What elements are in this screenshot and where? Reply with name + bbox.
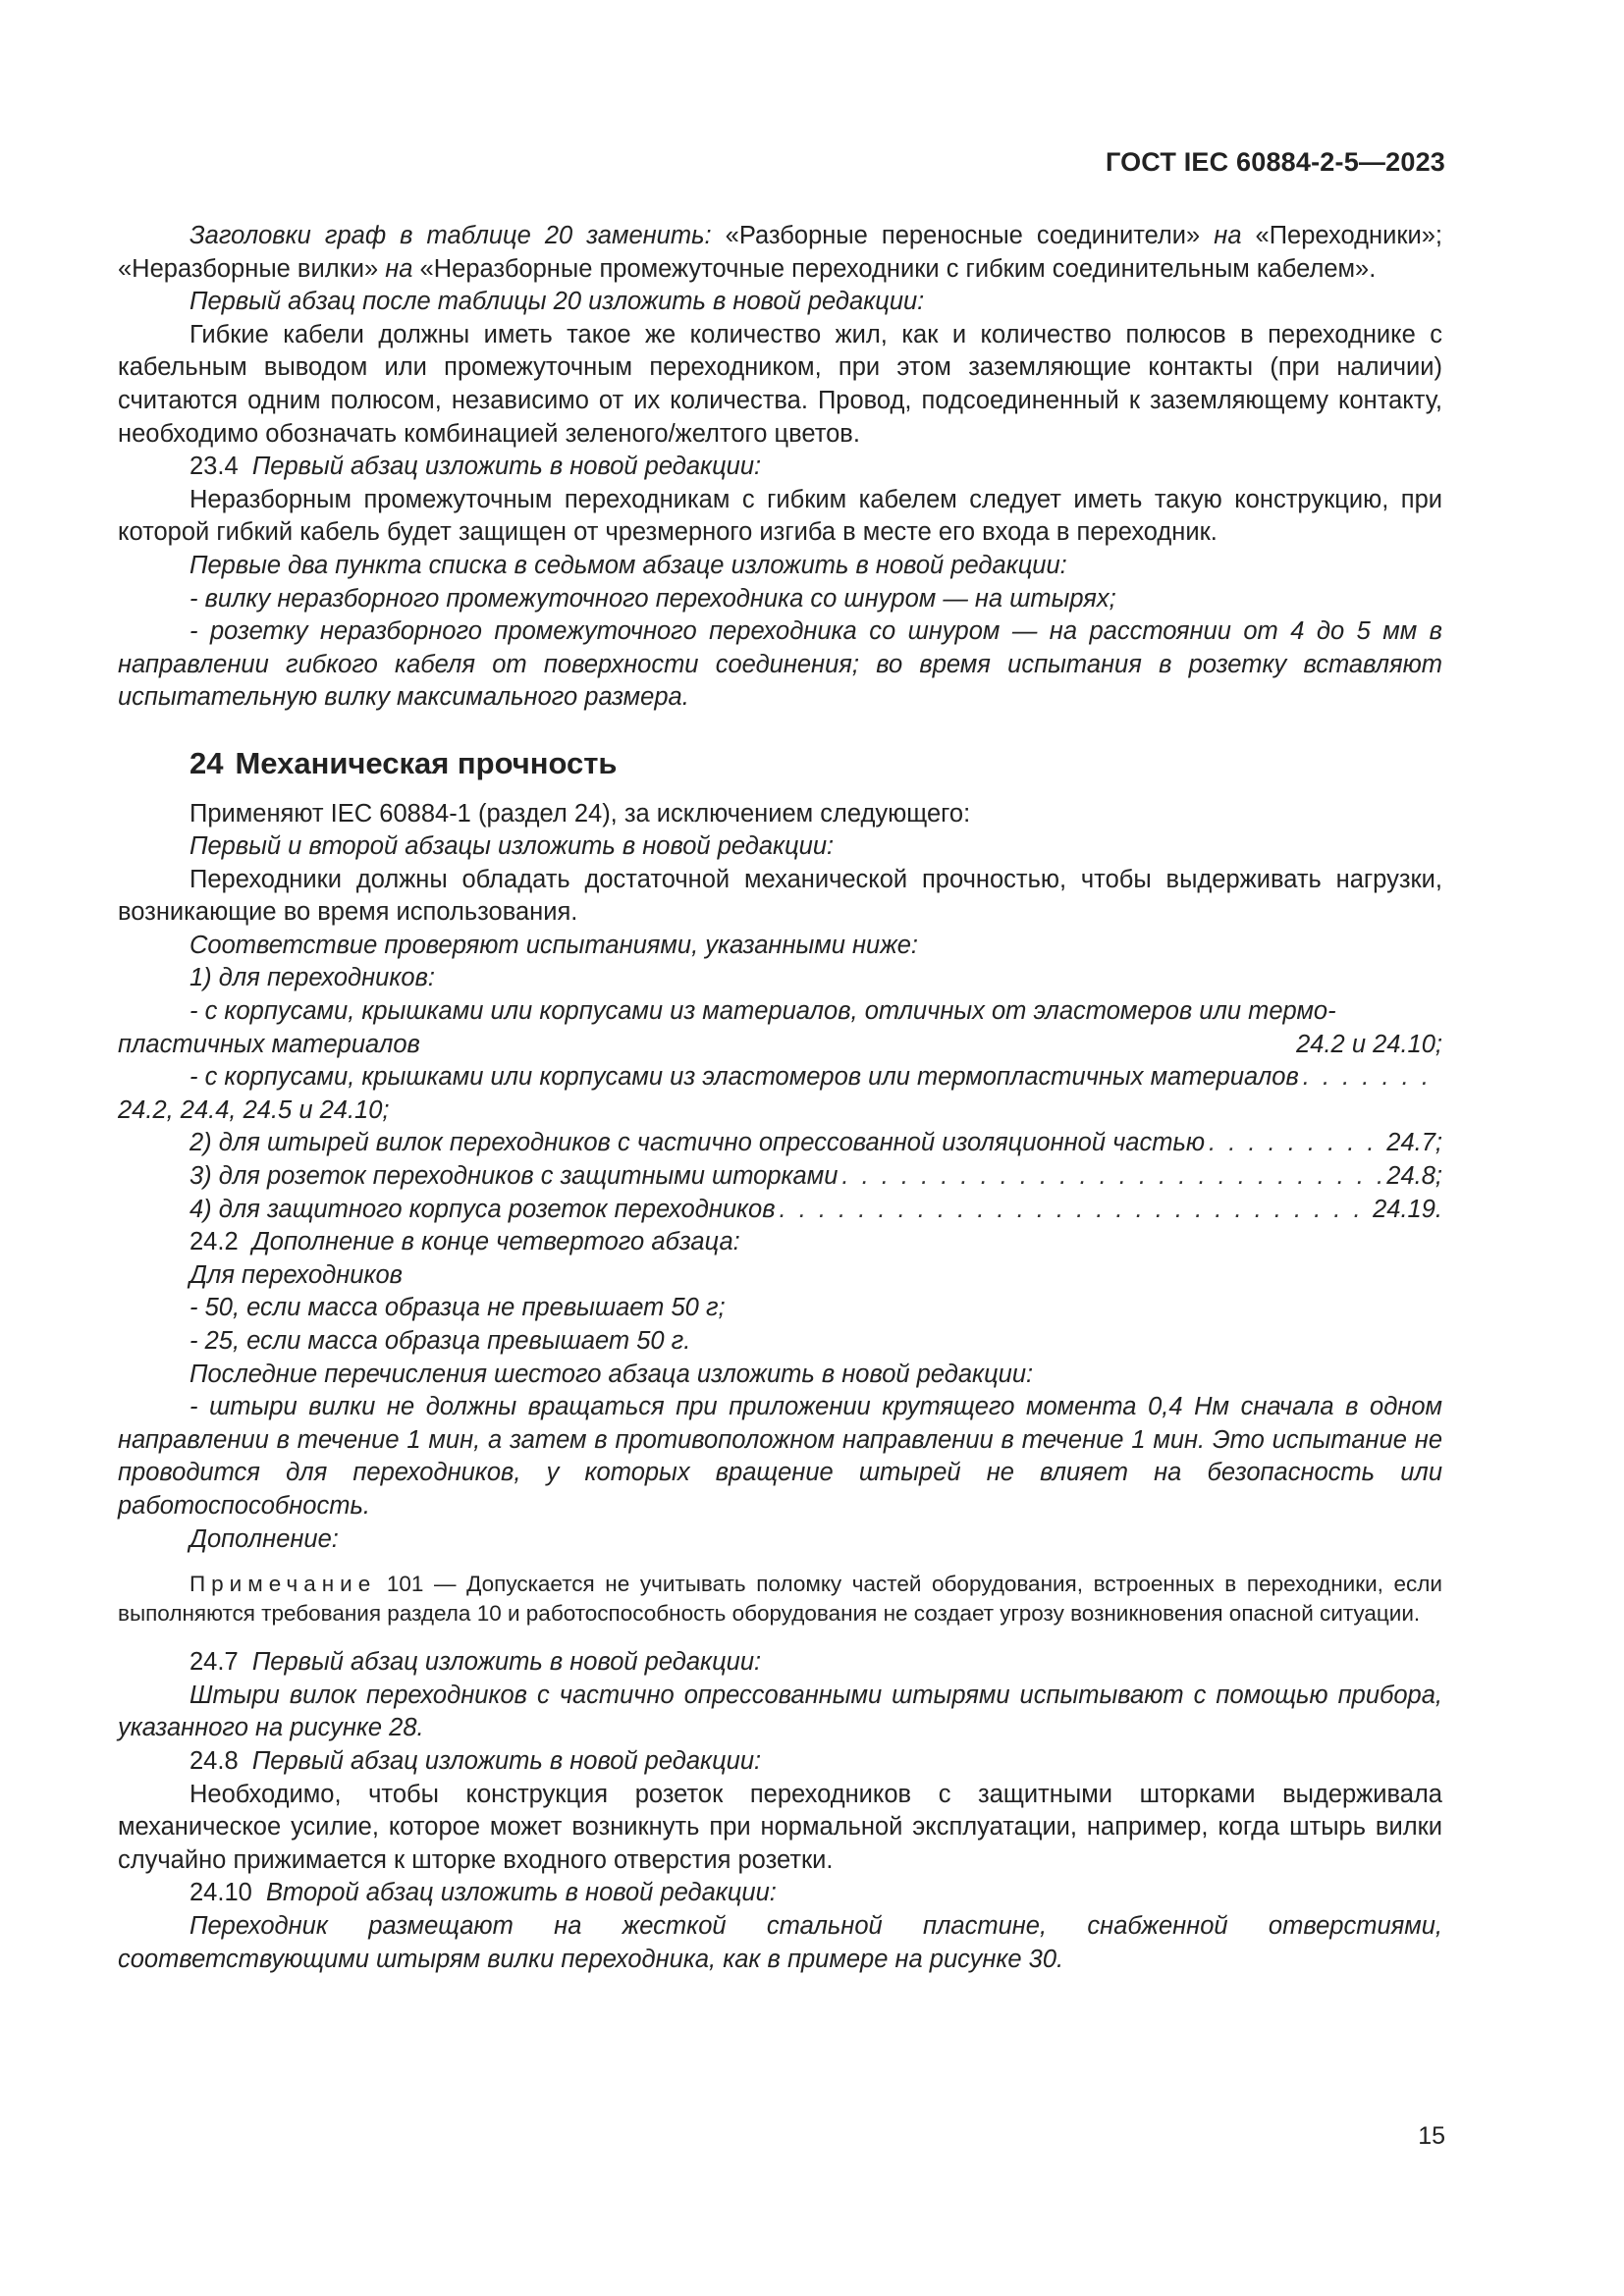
instruction-paragraph: Первый и второй абзацы изложить в новой редакции: bbox=[189, 832, 835, 861]
section-heading bbox=[118, 747, 1442, 780]
list-item: - 25, если масса образца превышает 50 г. bbox=[189, 1327, 691, 1355]
dot-leader bbox=[1303, 1061, 1438, 1095]
list-item: - штыри вилки не должны вращаться при приложении крутящего момента 0,4 Нм сначала в одном направлении в течение 1 мин, а затем в противоположном направлении в течение 1 мин. Это испытание не проводится для переходников, у которых вращение штырей не влияет на безопасность или работоспособность. bbox=[118, 1393, 1442, 1520]
body-paragraph: Применяют IEC 60884-1 (раздел 24), за исключением следующего: bbox=[189, 799, 971, 828]
clause-number: 24.10 bbox=[189, 1879, 252, 1907]
list-item-ref-number: 24.2, 24.4, 24.5 и 24.10; bbox=[118, 1095, 390, 1124]
clause-24-7 bbox=[118, 1646, 1442, 1680]
instruction-paragraph: Последние перечисления шестого абзаца изложить в новой редакции: bbox=[189, 1360, 1034, 1388]
list-item-ref bbox=[118, 1194, 1442, 1227]
clause-instruction: Первый абзац изложить в новой редакции: bbox=[251, 453, 762, 481]
dot-leader bbox=[1209, 1127, 1382, 1160]
list-item-ref-number: 24.19. bbox=[1373, 1195, 1442, 1223]
instruction-text: Заголовки граф в таблице 20 заменить: bbox=[189, 222, 712, 249]
list-item-ref bbox=[118, 1061, 1442, 1095]
list-item: - вилку неразборного промежуточного переходника со шнуром — на штырях; bbox=[189, 584, 1116, 613]
clause-number: 24.8 bbox=[189, 1746, 239, 1775]
list-item-ref bbox=[118, 1160, 1442, 1194]
quote-text: «Разборные переносные соединители» bbox=[711, 222, 1215, 249]
list-item-ref-number: 24.7; bbox=[1386, 1129, 1442, 1157]
clause-24-8 bbox=[118, 1745, 1442, 1779]
list-item-ref bbox=[118, 1029, 1442, 1062]
note-101 bbox=[118, 1570, 1442, 1629]
page-number: 15 bbox=[1418, 2122, 1445, 2150]
clause-instruction: Первый абзац изложить в новой редакции: bbox=[251, 1648, 762, 1677]
body-paragraph: Штыри вилок переходников с частично опрессованными штырями испытывают с помощью прибора, указанного на рисунке 28. bbox=[118, 1681, 1442, 1742]
standard-header: ГОСТ IEC 60884-2-5—2023 bbox=[1105, 147, 1445, 177]
page-content bbox=[118, 220, 1442, 1976]
note-label: Примечание bbox=[189, 1572, 377, 1597]
list-item-label: - с корпусами, крышками или корпусами из эластомеров или термопластичных материалов bbox=[189, 1063, 1299, 1092]
dot-leader bbox=[841, 1160, 1382, 1194]
quote-text: «Переходники»; «Неразборные вилки» bbox=[118, 222, 1442, 283]
body-paragraph: Необходимо, чтобы конструкция розеток переходников с защитными шторками выдерживала механическое усилие, которое может возникнуть при нормальной эксплуатации, например, когда штырь вилки случайно прижимается к шторке входного отверстия розетки. bbox=[118, 1780, 1442, 1874]
clause-number: 24.2 bbox=[189, 1228, 239, 1256]
body-paragraph-cables: Гибкие кабели должны иметь такое же количество жил, как и количество полюсов в переходнике с кабельным выводом или промежуточным переходником, при этом заземляющие контакты (при наличии) считаются одним полюсом, независимо от их количества. Провод, подсоединенный к заземляющему контакту, необходимо обозначать комбинацией зеленого/желтого цветов. bbox=[118, 320, 1442, 448]
note-text: 101 — Допускается не учитывать поломку частей оборудования, встроенных в переходники, если выполняются требования раздела 10 и работоспособность оборудования не создает угрозу возникновения опасной ситуации. bbox=[118, 1572, 1442, 1627]
clause-number: 24.7 bbox=[189, 1648, 239, 1677]
instruction-paragraph: Дополнение: bbox=[189, 1524, 339, 1553]
section-title: Механическая прочность bbox=[235, 745, 618, 780]
instruction-paragraph: Первые два пункта списка в седьмом абзаце изложить в новой редакции: bbox=[189, 551, 1067, 579]
list-item: - 50, если масса образца не превышает 50 г; bbox=[189, 1294, 726, 1322]
body-paragraph: Переходник размещают на жесткой стальной пластине, снабженной отверстиями, соответствующими штырям вилки переходника, как в примере на рисунке 30. bbox=[118, 1911, 1442, 1973]
clause-instruction: Дополнение в конце четвертого абзаца: bbox=[251, 1228, 740, 1256]
list-item-label: 3) для розеток переходников с защитными шторками bbox=[189, 1162, 839, 1191]
clause-23-4 bbox=[118, 451, 1442, 484]
list-item-label: пластичных материалов bbox=[118, 1030, 420, 1058]
list-item-label: 4) для защитного корпуса розеток переходников bbox=[189, 1195, 776, 1223]
list-heading: 1) для переходников: bbox=[189, 964, 435, 992]
quote-text: «Неразборные промежуточные переходники с гибким соединительным кабелем». bbox=[412, 254, 1377, 283]
instruction-paragraph: Первый абзац после таблицы 20 изложить в новой редакции: bbox=[189, 288, 925, 316]
dot-leader bbox=[780, 1194, 1370, 1227]
list-item-ref-number: 24.8; bbox=[1386, 1162, 1442, 1191]
list-item-ref-number: 24.2 и 24.10; bbox=[1296, 1030, 1442, 1058]
word-na: на bbox=[1214, 222, 1242, 249]
body-paragraph: Для переходников bbox=[189, 1260, 403, 1289]
list-item: - розетку неразборного промежуточного переходника со шнуром — на расстоянии от 4 до 5 мм в направлении гибкого кабеля от поверхности соединения; во время испытания в розетку вставляют испытательную вилку максимального размера. bbox=[118, 617, 1442, 712]
instruction-paragraph: Соответствие проверяют испытаниями, указанными ниже: bbox=[189, 931, 919, 959]
clause-instruction: Второй абзац изложить в новой редакции: bbox=[265, 1879, 777, 1907]
word-na: на bbox=[385, 254, 413, 283]
list-item: - с корпусами, крышками или корпусами из материалов, отличных от эластомеров или термо- bbox=[189, 997, 1336, 1026]
paragraph-table-headers bbox=[118, 220, 1442, 286]
clause-number: 23.4 bbox=[189, 453, 239, 481]
body-paragraph-design: Неразборным промежуточным переходникам с гибким кабелем следует иметь такую конструкцию, при которой гибкий кабель будет защищен от чрезмерного изгиба в месте его входа в переходник. bbox=[118, 485, 1442, 547]
clause-24-2 bbox=[118, 1226, 1442, 1259]
clause-instruction: Первый абзац изложить в новой редакции: bbox=[251, 1746, 762, 1775]
section-number: 24 bbox=[189, 745, 224, 780]
body-paragraph: Переходники должны обладать достаточной механической прочностью, чтобы выдерживать нагрузки, возникающие во время использования. bbox=[118, 865, 1442, 927]
clause-24-10 bbox=[118, 1877, 1442, 1910]
list-item-ref bbox=[118, 1127, 1442, 1160]
list-item-label: 2) для штырей вилок переходников с частично опрессованной изоляционной частью bbox=[189, 1129, 1206, 1157]
